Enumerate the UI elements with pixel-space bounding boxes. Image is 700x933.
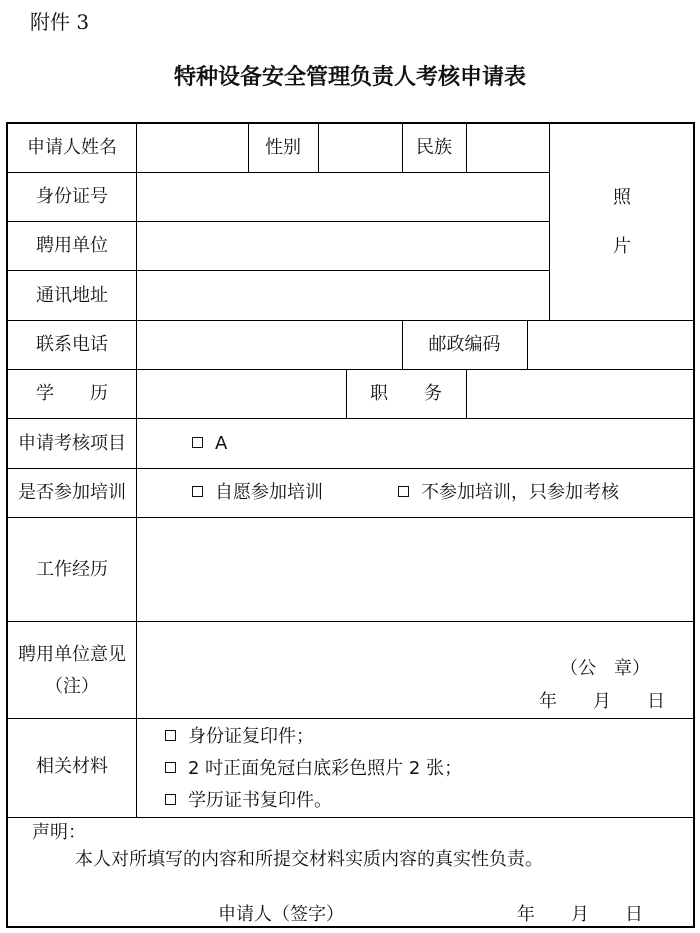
postal-code-label: 邮政编码 — [428, 334, 501, 355]
training-no-option[interactable] — [398, 481, 619, 505]
row-divider — [8, 718, 693, 719]
address-field[interactable] — [137, 271, 549, 320]
material-item[interactable] — [165, 725, 314, 749]
material-item[interactable] — [165, 789, 332, 813]
checkbox-icon[interactable] — [165, 794, 176, 805]
employer-opinion-label: 聘用单位意见 — [18, 644, 126, 665]
position-label: 职 务 — [370, 383, 442, 404]
checkbox-icon[interactable] — [398, 486, 409, 497]
checkbox-icon[interactable] — [165, 730, 176, 741]
checkbox-icon[interactable] — [192, 486, 203, 497]
address-label: 通讯地址 — [36, 285, 108, 306]
photo-label-2: 片 — [613, 236, 631, 257]
employer-field[interactable] — [137, 222, 549, 270]
name-field[interactable] — [137, 124, 248, 172]
ethnicity-field[interactable] — [467, 124, 549, 172]
checkbox-icon[interactable] — [165, 762, 176, 773]
position-field[interactable] — [467, 370, 693, 418]
material-item[interactable] — [165, 757, 462, 781]
phone-label: 联系电话 — [36, 334, 108, 355]
training-yes-option[interactable] — [192, 481, 323, 505]
education-label: 学 历 — [36, 383, 108, 404]
opinion-date-text: 年 月 日 — [539, 691, 665, 712]
name-label: 申请人姓名 — [27, 137, 117, 158]
gender-label: 性别 — [265, 137, 301, 158]
phone-field[interactable] — [137, 321, 402, 369]
training-label: 是否参加培训 — [18, 482, 126, 503]
checkbox-icon[interactable] — [192, 437, 203, 448]
material-item-text: 学历证书复印件。 — [188, 790, 332, 811]
row-divider — [8, 418, 693, 419]
gender-field[interactable] — [319, 124, 402, 172]
form-title: 特种设备安全管理负责人考核申请表 — [173, 64, 526, 90]
material-item-text: 2 吋正面免冠白底彩色照片 2 张； — [188, 758, 463, 779]
row-divider — [8, 817, 693, 818]
material-item-text: 身份证复印件； — [188, 726, 314, 747]
signature-field[interactable] — [360, 896, 500, 924]
id-number-field[interactable] — [137, 173, 549, 221]
exam-item-label: 申请考核项目 — [18, 433, 126, 454]
photo-label-1: 照 — [613, 187, 631, 208]
declaration-text: 本人对所填写的内容和所提交材料实质内容的真实性负责。 — [75, 849, 543, 870]
education-field[interactable] — [137, 370, 346, 418]
work-experience-label: 工作经历 — [36, 559, 108, 580]
employer-opinion-note: （注） — [45, 676, 99, 697]
exam-item-a-option[interactable] — [192, 432, 227, 456]
postal-code-field[interactable] — [528, 321, 693, 369]
declaration-date-text: 年 月 日 — [517, 904, 643, 925]
signature-label: 申请人（签字） — [218, 904, 344, 925]
declaration-heading: 声明： — [32, 822, 86, 843]
work-experience-field[interactable] — [137, 518, 693, 621]
training-no-text: 不参加培训，只参加考核 — [421, 482, 619, 503]
training-yes-text: 自愿参加培训 — [215, 482, 323, 503]
employer-label: 聘用单位 — [36, 235, 108, 256]
exam-item-a-text: A — [215, 433, 228, 454]
row-divider — [8, 468, 693, 469]
materials-label: 相关材料 — [36, 756, 108, 777]
official-seal-text: （公 章） — [560, 658, 650, 679]
photo-box[interactable] — [550, 124, 693, 320]
ethnicity-label: 民族 — [416, 137, 452, 158]
id-number-label: 身份证号 — [36, 186, 108, 207]
attachment-label: 附件 3 — [30, 10, 90, 34]
